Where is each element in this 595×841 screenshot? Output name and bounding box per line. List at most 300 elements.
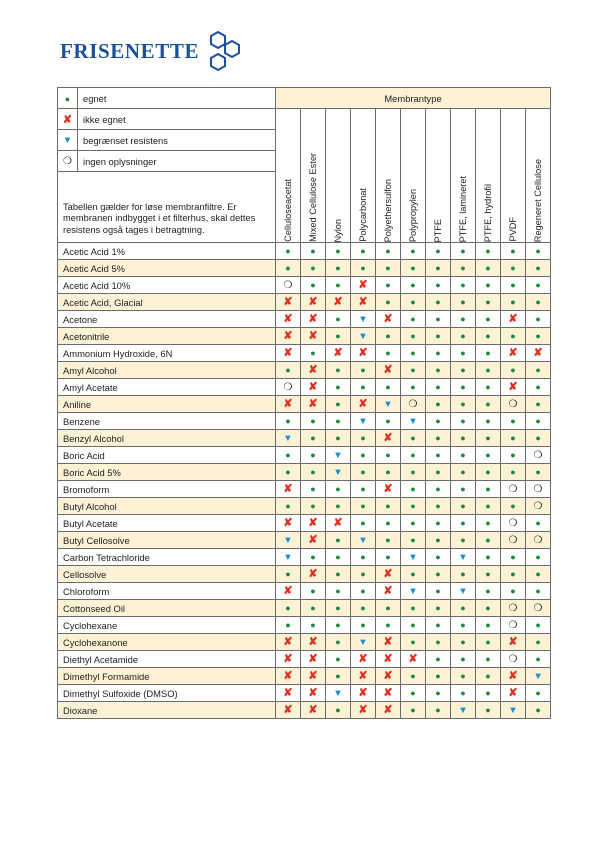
resistance-symbol: ● [335, 314, 341, 324]
resistance-symbol: ● [485, 552, 491, 562]
resistance-symbol: ● [360, 518, 366, 528]
legend-symbol-no-info: ❍ [58, 151, 78, 172]
resistance-cell [326, 702, 351, 719]
column-header-11: Regeneret Cellulose [526, 109, 551, 243]
resistance-symbol: ● [460, 433, 466, 443]
resistance-cell [276, 685, 301, 702]
resistance-cell [376, 549, 401, 566]
resistance-cell [401, 345, 426, 362]
resistance-symbol: ● [435, 416, 441, 426]
resistance-symbol: ✘ [383, 653, 393, 665]
resistance-symbol: ● [435, 365, 441, 375]
resistance-symbol: ● [485, 586, 491, 596]
resistance-cell [426, 702, 451, 719]
resistance-cell [376, 413, 401, 430]
resistance-cell [401, 430, 426, 447]
resistance-cell [301, 685, 326, 702]
resistance-symbol: ✘ [383, 636, 393, 648]
resistance-symbol: ✘ [308, 653, 318, 665]
resistance-cell [301, 617, 326, 634]
resistance-cell [476, 379, 501, 396]
resistance-cell [501, 481, 526, 498]
chemical-name: Acetic Acid, Glacial [58, 294, 276, 311]
resistance-cell [276, 243, 301, 260]
resistance-cell [526, 464, 551, 481]
resistance-symbol: ● [310, 416, 316, 426]
chemical-name: Aniline [58, 396, 276, 413]
column-header-5: Polyethersulfon [376, 109, 401, 243]
resistance-symbol: ● [485, 671, 491, 681]
chemical-name: Cyclohexanone [58, 634, 276, 651]
legend-symbol-unsuitable: ✘ [58, 109, 78, 130]
resistance-cell [276, 413, 301, 430]
resistance-cell [301, 702, 326, 719]
resistance-symbol: ● [460, 331, 466, 341]
resistance-cell [276, 617, 301, 634]
resistance-cell [526, 685, 551, 702]
resistance-symbol: ❍ [508, 534, 518, 546]
resistance-symbol: ● [335, 569, 341, 579]
resistance-symbol: ❍ [508, 517, 518, 529]
resistance-cell [326, 515, 351, 532]
resistance-cell [301, 328, 326, 345]
resistance-symbol: ● [535, 569, 541, 579]
resistance-symbol: ● [460, 518, 466, 528]
resistance-symbol: ✘ [358, 347, 368, 359]
resistance-symbol: ● [535, 297, 541, 307]
resistance-symbol: ● [485, 705, 491, 715]
resistance-cell [451, 566, 476, 583]
resistance-symbol: ● [385, 331, 391, 341]
resistance-symbol: ● [385, 552, 391, 562]
column-header-3: Nylon [326, 109, 351, 243]
resistance-cell [301, 260, 326, 277]
resistance-symbol: ● [535, 637, 541, 647]
resistance-cell [351, 311, 376, 328]
table-row [58, 243, 551, 260]
resistance-symbol: ● [410, 467, 416, 477]
resistance-symbol: ● [460, 688, 466, 698]
resistance-symbol: ● [360, 246, 366, 256]
resistance-symbol: ● [485, 569, 491, 579]
resistance-cell [401, 396, 426, 413]
resistance-cell [276, 532, 301, 549]
table-row [58, 702, 551, 719]
resistance-symbol: ● [435, 654, 441, 664]
resistance-cell [276, 634, 301, 651]
resistance-cell [401, 634, 426, 651]
resistance-symbol: ● [310, 552, 316, 562]
resistance-symbol: ✘ [308, 517, 318, 529]
resistance-cell [326, 430, 351, 447]
resistance-symbol: ● [485, 467, 491, 477]
resistance-cell [476, 685, 501, 702]
resistance-symbol: ● [435, 314, 441, 324]
resistance-cell [401, 362, 426, 379]
resistance-symbol: ● [410, 518, 416, 528]
resistance-cell [351, 617, 376, 634]
resistance-symbol: ● [485, 654, 491, 664]
resistance-symbol: ✘ [358, 398, 368, 410]
resistance-cell [326, 260, 351, 277]
resistance-cell [426, 277, 451, 294]
resistance-cell [276, 464, 301, 481]
resistance-cell [451, 430, 476, 447]
resistance-cell [501, 243, 526, 260]
resistance-symbol: ✘ [308, 687, 318, 699]
resistance-cell [426, 362, 451, 379]
table-row [58, 532, 551, 549]
resistance-symbol: ✘ [508, 313, 518, 325]
resistance-symbol: ● [335, 263, 341, 273]
resistance-symbol: ● [460, 348, 466, 358]
resistance-symbol: ● [535, 382, 541, 392]
resistance-cell [501, 464, 526, 481]
resistance-symbol: ● [360, 552, 366, 562]
column-header-4: Polycarbonat [351, 109, 376, 243]
resistance-symbol: ▼ [533, 670, 543, 682]
chemical-name: Boric Acid [58, 447, 276, 464]
resistance-symbol: ● [535, 399, 541, 409]
resistance-cell [526, 328, 551, 345]
resistance-cell [526, 277, 551, 294]
chemical-name: Dimethyl Formamide [58, 668, 276, 685]
table-row [58, 685, 551, 702]
resistance-cell [276, 668, 301, 685]
resistance-symbol: ● [485, 603, 491, 613]
resistance-symbol: ❍ [283, 279, 293, 291]
resistance-symbol: ● [435, 433, 441, 443]
resistance-cell [276, 447, 301, 464]
resistance-cell [351, 464, 376, 481]
resistance-symbol: ● [335, 705, 341, 715]
resistance-symbol: ✘ [333, 517, 343, 529]
resistance-cell [501, 498, 526, 515]
resistance-symbol: ● [310, 467, 316, 477]
resistance-cell [526, 243, 551, 260]
resistance-cell [376, 396, 401, 413]
resistance-symbol: ✘ [308, 636, 318, 648]
table-row [58, 566, 551, 583]
table-row [58, 464, 551, 481]
resistance-cell [426, 328, 451, 345]
resistance-cell [501, 260, 526, 277]
chemical-name: Butyl Cellosolve [58, 532, 276, 549]
resistance-symbol: ● [360, 365, 366, 375]
resistance-symbol: ✘ [508, 381, 518, 393]
logo-text: FRISENETTE [60, 38, 200, 63]
legend-symbol-limited: ▼ [58, 130, 78, 151]
resistance-cell [351, 651, 376, 668]
resistance-symbol: ● [535, 246, 541, 256]
resistance-cell [276, 345, 301, 362]
resistance-cell [501, 600, 526, 617]
resistance-cell [401, 532, 426, 549]
resistance-symbol: ● [335, 586, 341, 596]
resistance-symbol: ● [485, 688, 491, 698]
table-row [58, 447, 551, 464]
resistance-symbol: ● [285, 365, 291, 375]
resistance-cell [526, 634, 551, 651]
resistance-symbol: ● [335, 535, 341, 545]
resistance-symbol: ✘ [308, 534, 318, 546]
resistance-cell [376, 447, 401, 464]
resistance-cell [451, 668, 476, 685]
resistance-cell [476, 413, 501, 430]
resistance-cell [401, 515, 426, 532]
resistance-symbol: ● [435, 263, 441, 273]
resistance-cell [476, 294, 501, 311]
resistance-symbol: ✘ [408, 653, 418, 665]
resistance-cell [326, 243, 351, 260]
resistance-cell [476, 277, 501, 294]
resistance-symbol: ❍ [533, 483, 543, 495]
resistance-cell [301, 396, 326, 413]
resistance-symbol: ❍ [508, 653, 518, 665]
resistance-cell [351, 481, 376, 498]
resistance-cell [376, 379, 401, 396]
resistance-cell [351, 685, 376, 702]
resistance-cell [351, 396, 376, 413]
resistance-symbol: ● [360, 382, 366, 392]
resistance-symbol: ● [410, 297, 416, 307]
resistance-symbol: ● [310, 450, 316, 460]
resistance-cell [526, 532, 551, 549]
chemical-name: Carbon Tetrachloride [58, 549, 276, 566]
resistance-cell [526, 362, 551, 379]
resistance-symbol: ✘ [308, 364, 318, 376]
resistance-symbol: ● [335, 620, 341, 630]
resistance-symbol: ● [410, 433, 416, 443]
resistance-symbol: ✘ [333, 347, 343, 359]
resistance-cell [476, 498, 501, 515]
resistance-symbol: ● [460, 654, 466, 664]
resistance-cell [376, 532, 401, 549]
resistance-cell [476, 396, 501, 413]
resistance-symbol: ✘ [358, 687, 368, 699]
chemical-name: Benzyl Alcohol [58, 430, 276, 447]
resistance-symbol: ❍ [533, 602, 543, 614]
resistance-cell [451, 413, 476, 430]
resistance-cell [301, 566, 326, 583]
resistance-symbol: ● [360, 603, 366, 613]
resistance-cell [401, 481, 426, 498]
resistance-cell [476, 617, 501, 634]
resistance-symbol: ● [385, 246, 391, 256]
resistance-symbol: ✘ [283, 313, 293, 325]
resistance-symbol: ● [460, 246, 466, 256]
resistance-cell [501, 668, 526, 685]
resistance-cell [451, 464, 476, 481]
resistance-symbol: ✘ [358, 704, 368, 716]
table-row [58, 600, 551, 617]
resistance-cell [351, 583, 376, 600]
resistance-symbol: ✘ [533, 347, 543, 359]
resistance-symbol: ✘ [283, 296, 293, 308]
resistance-symbol: ● [310, 348, 316, 358]
resistance-symbol: ▼ [358, 330, 368, 342]
resistance-symbol: ● [285, 246, 291, 256]
resistance-cell [376, 328, 401, 345]
resistance-symbol: ● [385, 297, 391, 307]
resistance-symbol: ✘ [383, 568, 393, 580]
resistance-cell [376, 583, 401, 600]
table-row [58, 362, 551, 379]
resistance-cell [326, 651, 351, 668]
resistance-symbol: ● [460, 450, 466, 460]
resistance-symbol: ● [535, 331, 541, 341]
chemical-name: Dimethyl Sulfoxide (DMSO) [58, 685, 276, 702]
resistance-cell [476, 532, 501, 549]
resistance-symbol: ▼ [358, 534, 368, 546]
resistance-symbol: ● [310, 620, 316, 630]
resistance-symbol: ● [460, 297, 466, 307]
resistance-cell [401, 294, 426, 311]
resistance-cell [451, 447, 476, 464]
resistance-symbol: ● [310, 484, 316, 494]
resistance-symbol: ● [435, 467, 441, 477]
resistance-cell [526, 430, 551, 447]
resistance-symbol: ▼ [458, 551, 468, 563]
resistance-symbol: ● [435, 535, 441, 545]
resistance-symbol: ● [410, 348, 416, 358]
resistance-symbol: ✘ [383, 364, 393, 376]
resistance-cell [276, 362, 301, 379]
resistance-cell [526, 515, 551, 532]
resistance-symbol: ● [410, 569, 416, 579]
resistance-cell [351, 600, 376, 617]
resistance-cell [326, 549, 351, 566]
resistance-cell [401, 413, 426, 430]
resistance-symbol: ● [285, 263, 291, 273]
chemical-name: Acetonitrile [58, 328, 276, 345]
resistance-cell [526, 396, 551, 413]
resistance-symbol: ● [360, 586, 366, 596]
resistance-cell [401, 328, 426, 345]
resistance-cell [451, 481, 476, 498]
resistance-cell [501, 277, 526, 294]
resistance-cell [501, 311, 526, 328]
resistance-symbol: ❍ [408, 398, 418, 410]
resistance-cell [526, 447, 551, 464]
resistance-cell [351, 260, 376, 277]
resistance-symbol: ▼ [358, 636, 368, 648]
resistance-symbol: ● [485, 484, 491, 494]
resistance-symbol: ● [410, 671, 416, 681]
resistance-symbol: ● [335, 246, 341, 256]
resistance-symbol: ● [410, 484, 416, 494]
resistance-symbol: ● [285, 501, 291, 511]
resistance-symbol: ▼ [283, 432, 293, 444]
resistance-cell [526, 260, 551, 277]
resistance-symbol: ● [435, 246, 441, 256]
resistance-symbol: ● [310, 586, 316, 596]
resistance-cell [301, 311, 326, 328]
table-row [58, 634, 551, 651]
resistance-cell [326, 566, 351, 583]
resistance-symbol: ▼ [333, 466, 343, 478]
resistance-symbol: ● [535, 654, 541, 664]
resistance-cell [526, 651, 551, 668]
resistance-cell [501, 396, 526, 413]
resistance-symbol: ● [510, 501, 516, 511]
resistance-symbol: ● [310, 263, 316, 273]
resistance-symbol: ✘ [383, 687, 393, 699]
resistance-symbol: ✘ [383, 585, 393, 597]
resistance-symbol: ● [535, 314, 541, 324]
resistance-cell [526, 600, 551, 617]
chemical-name: Chloroform [58, 583, 276, 600]
resistance-symbol: ● [435, 450, 441, 460]
table-row [58, 481, 551, 498]
table-row [58, 617, 551, 634]
resistance-cell [276, 277, 301, 294]
resistance-symbol: ● [460, 314, 466, 324]
resistance-cell [426, 260, 451, 277]
resistance-cell [451, 294, 476, 311]
resistance-cell [376, 430, 401, 447]
resistance-cell [276, 328, 301, 345]
resistance-symbol: ● [285, 416, 291, 426]
resistance-cell [376, 311, 401, 328]
resistance-symbol: ✘ [358, 296, 368, 308]
resistance-symbol: ● [460, 399, 466, 409]
resistance-cell [426, 515, 451, 532]
resistance-symbol: ● [410, 314, 416, 324]
resistance-symbol: ● [460, 569, 466, 579]
chemical-name: Amyl Alcohol [58, 362, 276, 379]
resistance-cell [301, 447, 326, 464]
chemical-name: Cellosolve [58, 566, 276, 583]
resistance-symbol: ● [510, 365, 516, 375]
resistance-cell [276, 651, 301, 668]
resistance-cell [426, 481, 451, 498]
resistance-cell [426, 294, 451, 311]
resistance-symbol: ● [335, 331, 341, 341]
resistance-cell [426, 668, 451, 685]
resistance-symbol: ● [510, 280, 516, 290]
legend-label-suitable: egnet [78, 88, 276, 109]
resistance-cell [501, 702, 526, 719]
resistance-cell [426, 396, 451, 413]
resistance-cell [451, 515, 476, 532]
resistance-symbol: ● [335, 382, 341, 392]
resistance-cell [501, 685, 526, 702]
resistance-cell [326, 634, 351, 651]
resistance-symbol: ● [410, 688, 416, 698]
resistance-symbol: ● [360, 467, 366, 477]
resistance-cell [451, 396, 476, 413]
resistance-cell [426, 685, 451, 702]
resistance-symbol: ● [485, 620, 491, 630]
resistance-cell [501, 379, 526, 396]
resistance-cell [351, 379, 376, 396]
resistance-symbol: ● [435, 552, 441, 562]
resistance-symbol: ▼ [283, 551, 293, 563]
resistance-symbol: ✘ [283, 330, 293, 342]
resistance-symbol: ● [510, 246, 516, 256]
resistance-cell [476, 345, 501, 362]
resistance-cell [301, 668, 326, 685]
resistance-cell [326, 294, 351, 311]
resistance-cell [426, 243, 451, 260]
resistance-symbol: ● [285, 569, 291, 579]
resistance-symbol: ● [385, 416, 391, 426]
resistance-cell [276, 311, 301, 328]
resistance-symbol: ● [485, 450, 491, 460]
resistance-symbol: ✘ [308, 313, 318, 325]
resistance-cell [351, 430, 376, 447]
